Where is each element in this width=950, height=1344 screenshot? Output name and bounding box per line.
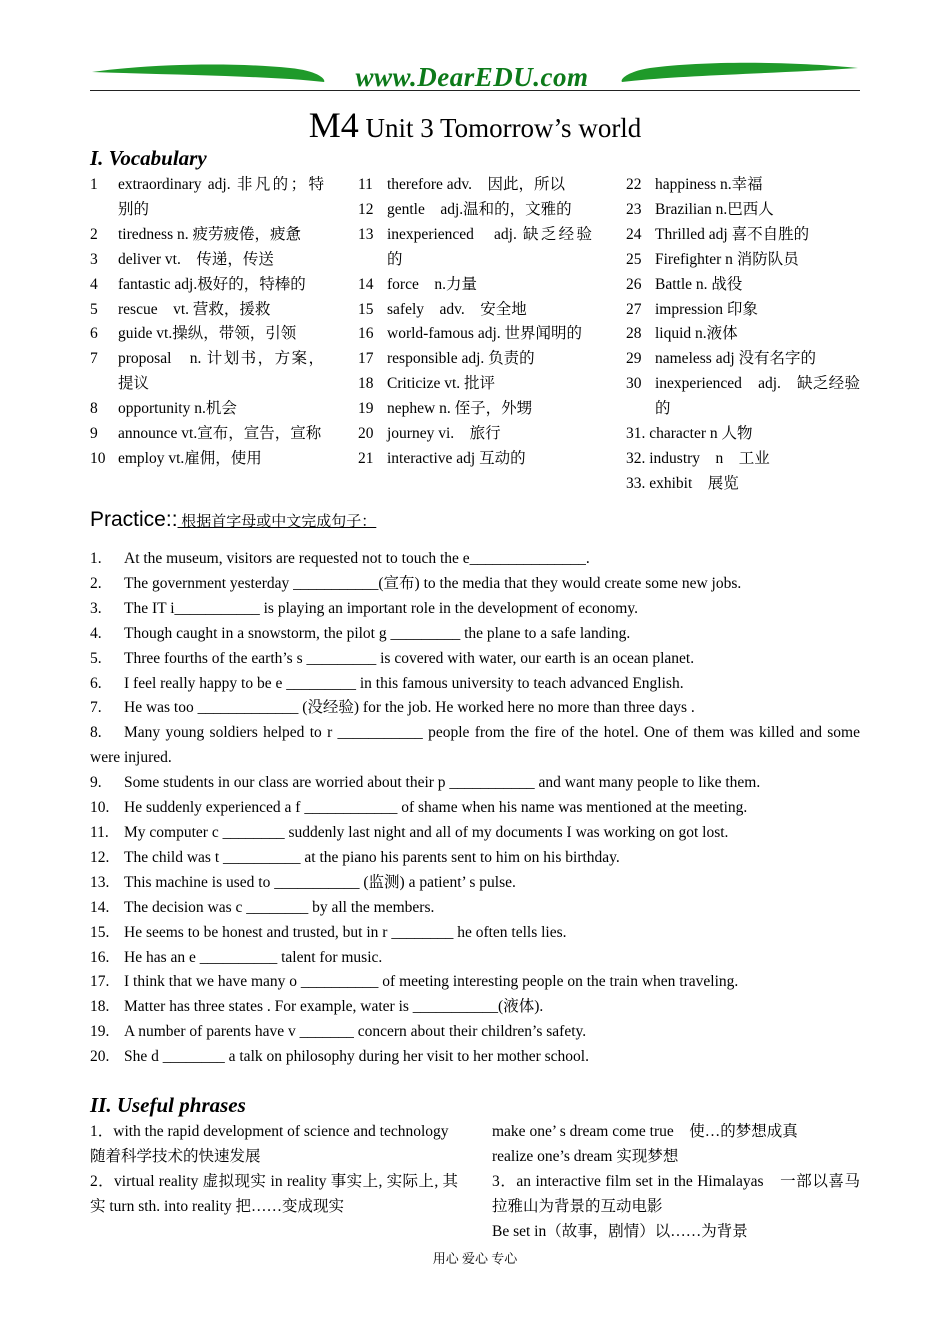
phrase-item: Be set in（故事，剧情）以……为背景 (492, 1222, 748, 1240)
phrases-left-column (90, 1120, 458, 1220)
list-item: 16 world-famous adj. 世界闻明的 (358, 325, 583, 343)
list-item: 25 Firefighter n 消防队员 (626, 250, 799, 268)
site-logo[interactable]: www.DearEDU.com (355, 62, 589, 92)
list-item: 7. He was too _____________ (没经验) for the job. He worked here no more than three days . (90, 699, 695, 717)
list-item: 17 responsible adj. 负责的 (358, 350, 535, 368)
list-item: 13 inexperienced adj. 缺乏经验的 (358, 225, 592, 268)
left-swoosh-icon (92, 65, 324, 82)
list-item: 18 Criticize vt. 批评 (358, 375, 496, 393)
list-item: 19 nephew n. 侄子，外甥 (358, 400, 533, 418)
list-item: 14. The decision was c ________ by all the members. (90, 898, 435, 916)
list-item: 15 safely adv. 安全地 (358, 300, 527, 318)
list-item: 5. Three fourths of the earth’s s _________ is covered with water, our earth is an ocean planet. (90, 649, 695, 667)
list-item: 29 nameless adj 没有名字的 (626, 350, 817, 368)
list-item: 1. At the museum, visitors are requested not to touch the e_______________. (90, 550, 590, 567)
list-item: 12 gentle adj.温和的，文雅的 (358, 200, 572, 218)
list-item: 3 deliver vt. 传递，传送 (90, 250, 274, 268)
practice-heading-cn: 根据首字母或中文完成句子： (177, 514, 377, 530)
list-item: 3. The IT i___________ is playing an important role in the development of economy. (90, 599, 638, 617)
list-item: 31. character n 人物 (626, 425, 753, 443)
list-item: 33. exhibit 展览 (626, 474, 739, 492)
vocab-column-2 (358, 173, 592, 472)
list-item: 23 Brazilian n.巴西人 (626, 200, 774, 218)
title-prefix: M4 (308, 105, 359, 145)
list-item: 13. This machine is used to ___________ (监测) a patient’ s pulse. (90, 873, 516, 891)
phrase-item: 2．virtual reality 虚拟现实 in reality 事实上, 实际上, 其实 turn sth. into reality 把……变成现实 (90, 1172, 458, 1215)
list-item: 24 Thrilled adj 喜不自胜的 (626, 225, 810, 243)
list-item: 4. Though caught in a snowstorm, the pilot g _________ the plane to a safe landing. (90, 624, 631, 642)
practice-heading (90, 508, 376, 532)
phrase-item: 3．an interactive film set in the Himalayas 一部以喜马拉雅山为背景的互动电影 (492, 1172, 860, 1215)
list-item: 30 inexperienced adj. 缺乏经验的 (626, 375, 860, 418)
list-item: 14 force n.力量 (358, 275, 477, 293)
list-item: 6. I feel really happy to be e _________ in this famous university to teach advanced English. (90, 674, 684, 692)
list-item: 9 announce vt.宣布，宣告，宣称 (90, 425, 322, 443)
list-item: 20 journey vi. 旅行 (358, 425, 501, 443)
list-item: 18. Matter has three states . For example, water is ___________(液体). (90, 998, 544, 1016)
list-item: 9. Some students in our class are worried about their p ___________ and want many people to like them. (90, 774, 761, 792)
list-item: 10 employ vt.雇佣，使用 (90, 449, 262, 467)
practice-list (90, 547, 860, 1070)
list-item: 26 Battle n. 战役 (626, 275, 743, 293)
header-rule (90, 90, 860, 91)
list-item: 19. A number of parents have v _______ concern about their children’s safety. (90, 1023, 587, 1041)
phrases-heading: II. Useful phrases (90, 1093, 246, 1117)
list-item: 21 interactive adj 互动的 (358, 449, 526, 467)
list-item: 28 liquid n.液体 (626, 325, 738, 343)
phrase-item: make one’ s dream come true 使…的梦想成真 (492, 1123, 798, 1140)
list-item: 5 rescue vt. 营救，援救 (90, 300, 271, 318)
list-item: 2 tiredness n. 疲劳疲倦，疲惫 (90, 225, 301, 243)
page-title (0, 104, 950, 146)
phrase-item: 随着科学技术的快速发展 (90, 1147, 261, 1165)
list-item: 8 opportunity n.机会 (90, 400, 237, 418)
list-item: 12. The child was t __________ at the piano his parents sent to him on his birthday. (90, 848, 620, 866)
practice-heading-en: Practice:: (90, 508, 178, 531)
list-item: 16. He has an e __________ talent for music. (90, 948, 383, 966)
list-item: 27 impression 印象 (626, 300, 758, 318)
list-item: 32. industry n 工业 (626, 449, 770, 467)
title-rest: Unit 3 Tomorrow’s world (358, 113, 642, 143)
list-item: 2. The government yesterday ___________(宣布) to the media that they would create some new jobs. (90, 574, 742, 592)
list-item: 17. I think that we have many o __________ of meeting interesting people on the train when traveling. (90, 973, 739, 991)
list-item: 1 extraordinary adj. 非凡的；特别的 (90, 176, 324, 218)
list-item: 11 therefore adv. 因此，所以 (358, 176, 566, 193)
vocab-column-3 (626, 173, 860, 497)
right-swoosh-icon (622, 63, 858, 82)
phrase-item: realize one’s dream 实现梦想 (492, 1147, 679, 1165)
vocab-column-1 (90, 173, 324, 472)
list-item: 11. My computer c ________ suddenly last night and all of my documents I was working on got lost. (90, 823, 729, 841)
phrases-right-column (492, 1120, 860, 1245)
list-item: 15. He seems to be honest and trusted, but in r ________ he often tells lies. (90, 923, 567, 941)
vocabulary-heading: I. Vocabulary (90, 146, 207, 170)
list-item: 8. Many young soldiers helped to r ___________ people from the fire of the hotel. One of them was killed and some were injured. (90, 724, 860, 767)
list-item: 20. She d ________ a talk on philosophy during her visit to her mother school. (90, 1048, 589, 1066)
list-item: 22 happiness n.幸福 (626, 176, 763, 193)
list-item: 7 proposal n. 计划书，方案，提议 (90, 350, 324, 393)
list-item: 6 guide vt.操纵，带领，引领 (90, 325, 297, 343)
phrase-item: 1．with the rapid development of science and technology (90, 1123, 449, 1140)
list-item: 4 fantastic adj.极好的，特棒的 (90, 275, 306, 293)
list-item: 10. He suddenly experienced a f ____________ of shame when his name was mentioned at the meeting. (90, 799, 748, 817)
page-footer: 用心 爱心 专心 (432, 1251, 518, 1266)
